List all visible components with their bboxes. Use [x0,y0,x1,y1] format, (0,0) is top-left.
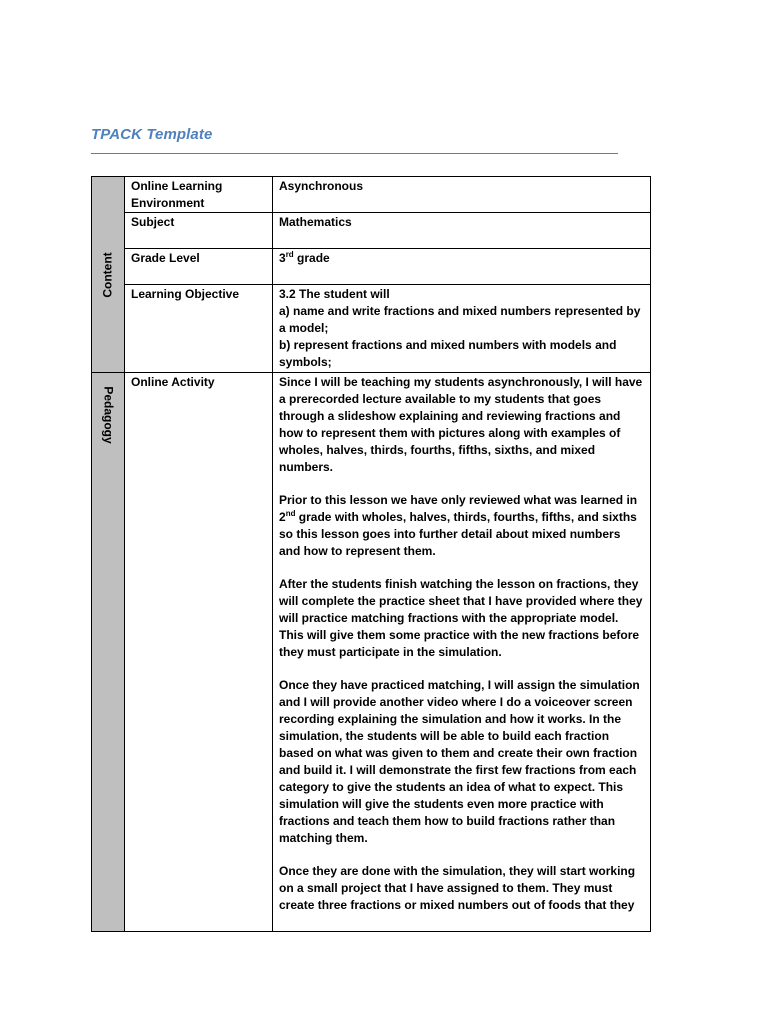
environment-label: Online Learning Environment [125,177,273,213]
environment-value: Asynchronous [273,177,651,213]
table-row [92,213,651,249]
activity-paragraph: Once they have practiced matching, I will assign the simulation and I will provide another video where I do a voiceover screen recording explaining the simulation and how it works. In the simulation, the students will be able to build each fraction based on what was given to them and create their own fraction and build it. I will demonstrate the first few fractions from each category to give the students an idea of what to expect. This simulation will give the students even more practice with fractions and teach them how to build fractions rather than matching them. [279,678,640,845]
title-divider [91,153,618,154]
grade-label: Grade Level [125,249,273,285]
table-row [92,373,651,932]
objective-line: 3.2 The student will [279,287,390,301]
activity-paragraph [279,492,644,560]
table-row [92,249,651,285]
tpack-table [91,176,651,932]
grade-value [273,249,651,285]
activity-ordinal: nd [285,509,296,518]
table-row [92,177,651,213]
page-title: TPACK Template [91,126,213,143]
activity-paragraph: Since I will be teaching my students asynchronously, I will have a prerecorded lecture available to my students that goes through a slideshow explaining and reviewing fractions and how to represent them with pictures along with examples of wholes, halves, thirds, fourths, fifths, sixths, and mixed numbers. [279,375,643,474]
grade-suffix: grade [293,251,330,265]
objective-value [273,285,651,373]
table-row [92,285,651,373]
objective-line: a) name and write fractions and mixed numbers represented by a model; [279,304,641,335]
activity-paragraph: Once they are done with the simulation, they will start working on a small project that I have assigned to them. They must create three fractions or mixed numbers out of foods that they [279,864,636,912]
pedagogy-section-label: Pedagogy [101,386,116,444]
subject-value: Mathematics [273,213,651,249]
objective-line: b) represent fractions and mixed numbers with models and symbols; [279,338,617,369]
subject-label: Subject [125,213,273,249]
objective-label: Learning Objective [125,285,273,373]
content-section-cell [92,177,125,373]
grade-ordinal: rd [285,250,294,259]
activity-paragraph: After the students finish watching the lesson on fractions, they will complete the practice sheet that I have provided where they will practice matching fractions with the appropriate model. This will give them some practice with the new fractions before they must participate in the simulation. [279,577,643,659]
grade-number: 3 [279,251,286,265]
activity-text: grade with wholes, halves, thirds, fourths, fifths, and sixths so this lesson goes into further detail about mixed numbers and how to represent them. [279,510,637,558]
activity-label: Online Activity [125,373,273,932]
activity-value [273,373,651,932]
pedagogy-section-cell [92,373,125,932]
activity-text: Prior to this lesson we have only reviewed what was learned in 2 [279,493,638,524]
content-section-label: Content [100,251,115,298]
